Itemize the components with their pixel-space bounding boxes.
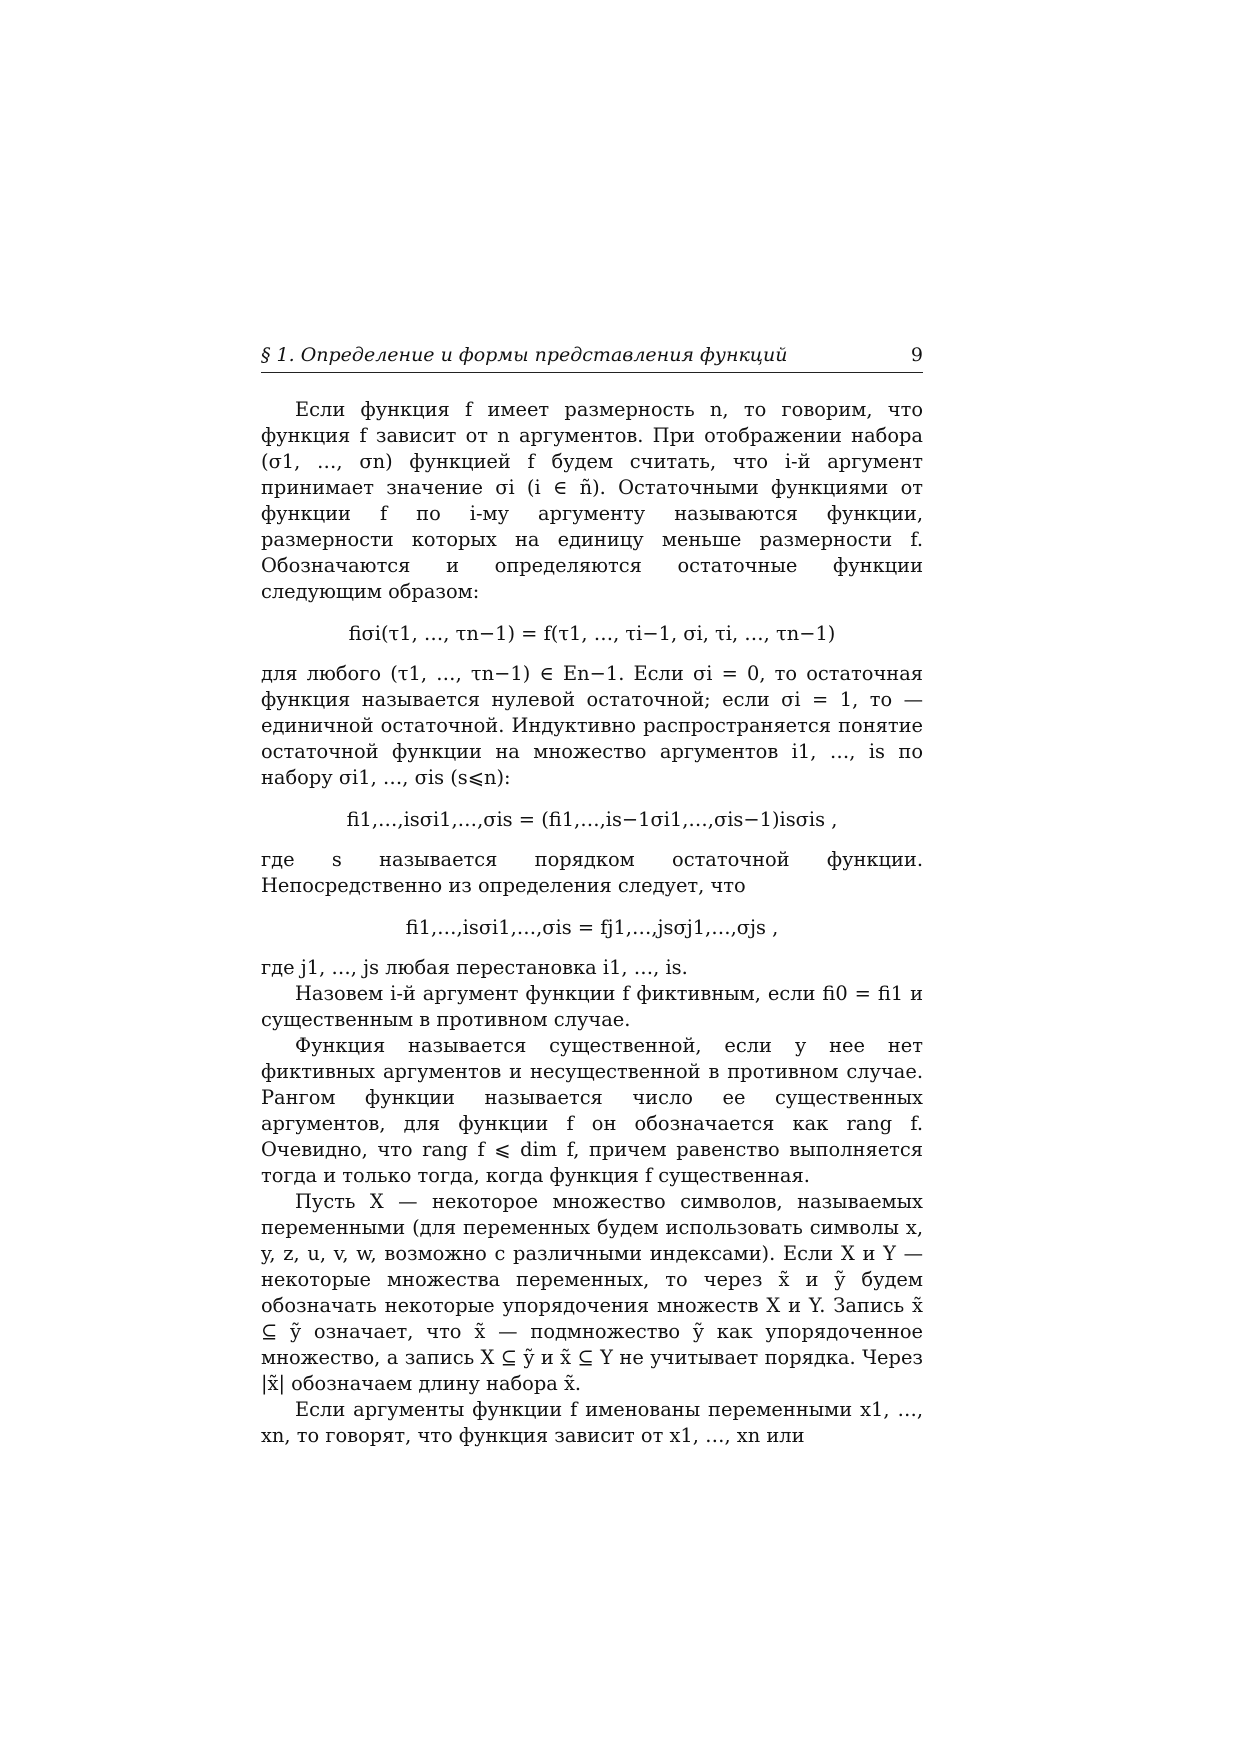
paragraph: Если аргументы функции f именованы переменными x1, …, xn, то говорят, что функция зависит от x1, …, xn или <box>261 1398 923 1447</box>
formula-residual: fiσi(τ1, …, τn−1) = f(τ1, …, τi−1, σi, τi, …, τn−1) <box>348 622 836 645</box>
section-title: § 1. Определение и формы представления функций <box>261 344 788 366</box>
paragraph: Пусть X — некоторое множество символов, называемых переменными (для переменных будем использовать символы x, y, z, u, v, w, возможно с различными индексами). Если X и Y — некоторые множества переменных, то через x̃ и ỹ будем обозначать некоторые упорядочения множеств X и Y. Запись x̃ ⊆ ỹ означает, что x̃ — подмножество ỹ как упорядоченное множество, а запись X ⊆ ỹ и x̃ ⊆ Y не учитывает порядка. Через |x̃| обозначаем длину набора x̃. <box>261 1190 923 1395</box>
page-number: 9 <box>910 344 923 366</box>
running-header <box>261 344 923 373</box>
paragraph: где s называется порядком остаточной функции. Непосредственно из определения следует, что <box>261 848 923 897</box>
paragraph: Если функция f имеет размерность n, то говорим, что функция f зависит от n аргументов. При отображении набора (σ1, …, σn) функцией f будем считать, что i-й аргумент принимает значение σi (i ∈ ñ). Остаточными функциями от функции f по i-му аргументу называются функции, размерности которых на единицу меньше размерности f. Обозначаются и определяются остаточные функции следующим образом: <box>261 398 923 603</box>
body-text <box>261 397 923 1449</box>
paragraph: Назовем i-й аргумент функции f фиктивным, если fi0 = fi1 и существенным в противном случае. <box>261 982 923 1031</box>
paragraph: Функция называется существенной, если у нее нет фиктивных аргументов и несущественной в противном случае. Рангом функции называется число ее существенных аргументов, для функции f он обозначается как rang f. Очевидно, что rang f ⩽ dim f, причем равенство выполняется тогда и только тогда, когда функция f существенная. <box>261 1034 923 1187</box>
paragraph: для любого (τ1, …, τn−1) ∈ En−1. Если σi = 0, то остаточная функция называется нулевой остаточной; если σi = 1, то — единичной остаточной. Индуктивно распространяется понятие остаточной функции на множество аргументов i1, …, is по набору σi1, …, σis (s⩽n): <box>261 662 923 789</box>
formula-residual-order: fi1,…,isσi1,…,σis = (fi1,…,is−1σi1,…,σis−1)isσis , <box>346 808 838 831</box>
formula-permutation: fi1,…,isσi1,…,σis = fj1,…,jsσj1,…,σjs , <box>405 916 779 939</box>
paragraph: где j1, …, js любая перестановка i1, …, is. <box>261 956 688 979</box>
